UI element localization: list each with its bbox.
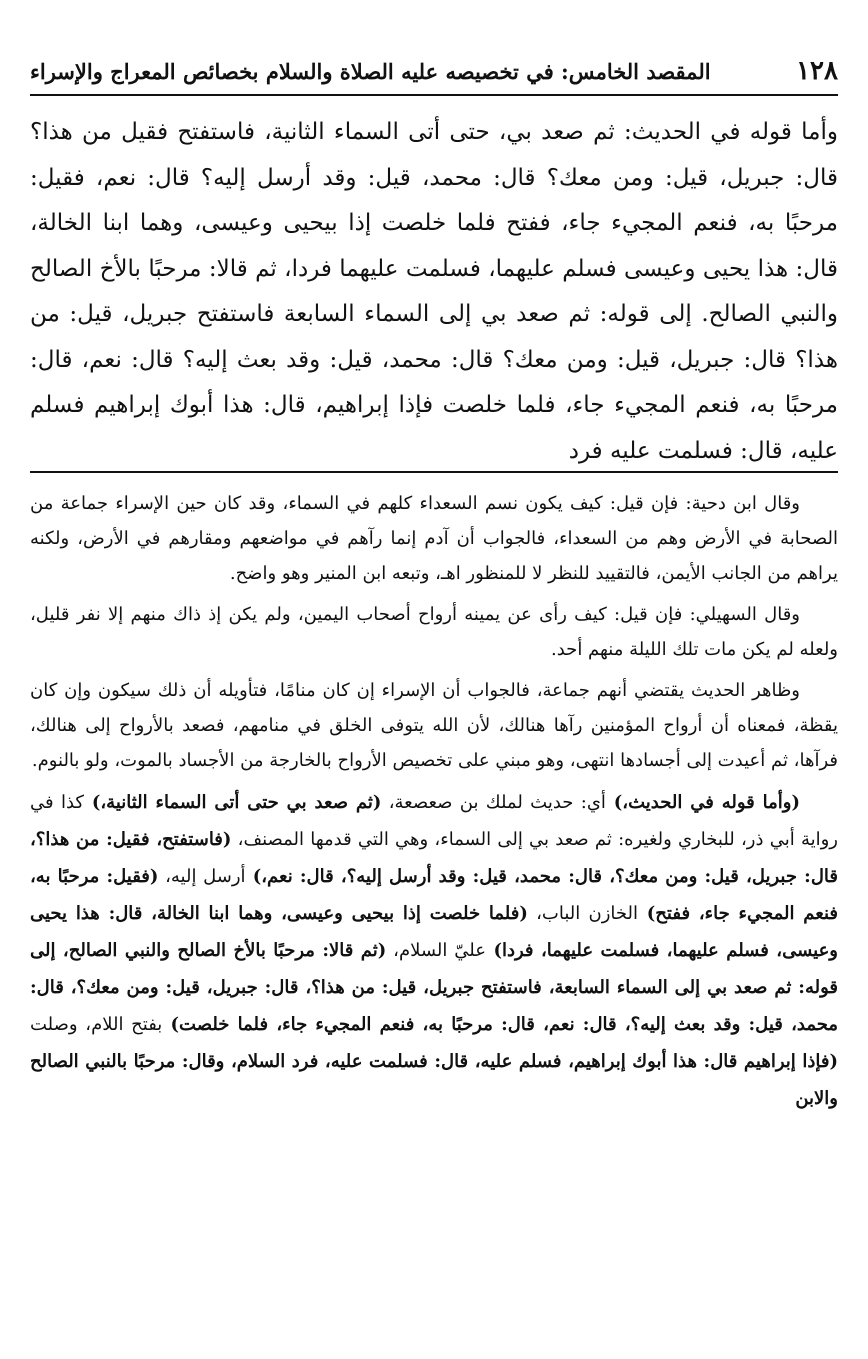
note-ibn-dihya: وقال ابن دحية: فإن قيل: كيف يكون نسم السعداء كلهم في السماء، وقد كان حين الإسراء جماعة من الصحابة في الأرض وهم من السعداء، فالجواب أن آدم إنما رآهم في مواضعهم ومقارهم في الأرض، ولكنه يراهم من الجانب الأيمن، فالتقييد للنظر لا للمنظور اهـ، وتبعه ابن المنير وهو واضح. [30,493,838,584]
page-header [30,48,838,96]
chapter-title: المقصد الخامس: في تخصيصه عليه الصلاة والسلام بخصائص المعراج والإسراء [30,58,711,84]
footnote-separator [30,471,838,473]
commentary-segment: الخازن الباب، [527,903,638,924]
hadith-commentary [30,784,838,1117]
page-number: ١٢٨ [796,56,838,86]
main-hadith-text: وأما قوله في الحديث: ثم صعد بي، حتى أتى السماء الثانية، فاستفتح فقيل من هذا؟ قال: جبريل، قيل: ومن معك؟ قال: محمد، قيل: وقد أرسل إليه؟ قال: نعم، فقيل: مرحبًا به، فنعم المجيء جاء، ففتح فلما خلصت إذا بيحيى وعيسى، وهما ابنا الخالة، قال: هذا يحيى وعيسى فسلم عليهما، فسلمت عليهما فردا، ثم قالا: مرحبًا بالأخ الصالح والنبي الصالح. إلى قوله: ثم صعد بي إلى السماء السابعة فاستفتح جبريل، قيل: من هذا؟ قال: جبريل، قيل: ومن معك؟ قال: محمد، قيل: وقد بعث إليه؟ قال: نعم، قال: مرحبًا به، فنعم المجيء جاء، فلما خلصت فإذا إبراهيم، قال: هذا أبوك إبراهيم فسلم عليه، قال: فسلمت عليه فرد [30,119,838,464]
commentary-segment: (فقيل: مرحبًا به، فنعم المجيء جاء، ففتح) [30,866,838,924]
commentary-segment: (فلما خلصت إذا بيحيى وعيسى، وهما ابنا الخالة، قال: هذا يحيى وعيسى، فسلم عليهما، فسلمت عليهما، فردا) [30,903,839,961]
commentary-segment: (ثم صعد بي حتى أتى السماء الثانية،) [83,792,382,813]
note-suhayli: وقال السهيلي: فإن قيل: كيف رأى عن يمينه أرواح أصحاب اليمين، ولم يكن إذ ذاك منهم إلا نفر قليل، ولعله لم يكن مات تلك الليلة منهم أحد. [30,604,838,660]
commentary-segment: (فإذا إبراهيم قال: هذا أبوك إبراهيم، فسلم عليه، قال: فسلمت عليه، فرد السلام، وقال: [175,1051,838,1072]
commentary-segment: أرسل إليه، [158,866,246,887]
commentary-section [30,486,838,1117]
commentary-segment: أي: حديث لملك بن صعصعة، [381,792,606,813]
commentary-segment: مرحبًا بالنبي الصالح والابن [30,1051,838,1109]
note-answer: وظاهر الحديث يقتضي أنهم جماعة، فالجواب أن الإسراء إن كان منامًا، فتأويله أن ذلك سيكون وإن كان يقظة، فمعناه أن أرواح المؤمنين رآها هنالك، لأن الله يتوفى الخلق في منامهم، فصعد بالأرواح إلى هنالك، فرآها، ثم أعيدت إلى أجسادها انتهى، وهو مبني على تخصيص الأرواح بالخارجة من الأجساد بالموت، ولو بالنوم. [30,680,838,771]
commentary-segment: (وأما قوله في الحديث،) [605,792,800,813]
commentary-segment: عليّ السلام، [386,940,487,961]
commentary-segment: (فاستفتح، فقيل: من هذا؟، قال: جبريل، قيل: ومن معك؟، قال: محمد، قيل: وقد أرسل إليه؟، قال: نعم،) [30,829,838,887]
commentary-segment: بفتح اللام، وصلت [30,1014,163,1035]
commentary-segment: كذا في رواية أبي ذر، للبخاري ولغيره: ثم صعد بي إلى السماء، وهي التي قدمها المصنف، [30,792,838,850]
commentary-segment: (ثم قالا: مرحبًا بالأخ الصالح والنبي الصالح، إلى قوله: ثم صعد بي إلى السماء السابعة، فاستفتح جبريل، قيل: من هذا؟، قال: جبريل، قيل: ومن معك؟، قال: محمد، قيل: وقد بعث إليه؟، قال: نعم، قال: مرحبًا به، فنعم المجيء جاء، فلما خلصت) [30,940,838,1035]
